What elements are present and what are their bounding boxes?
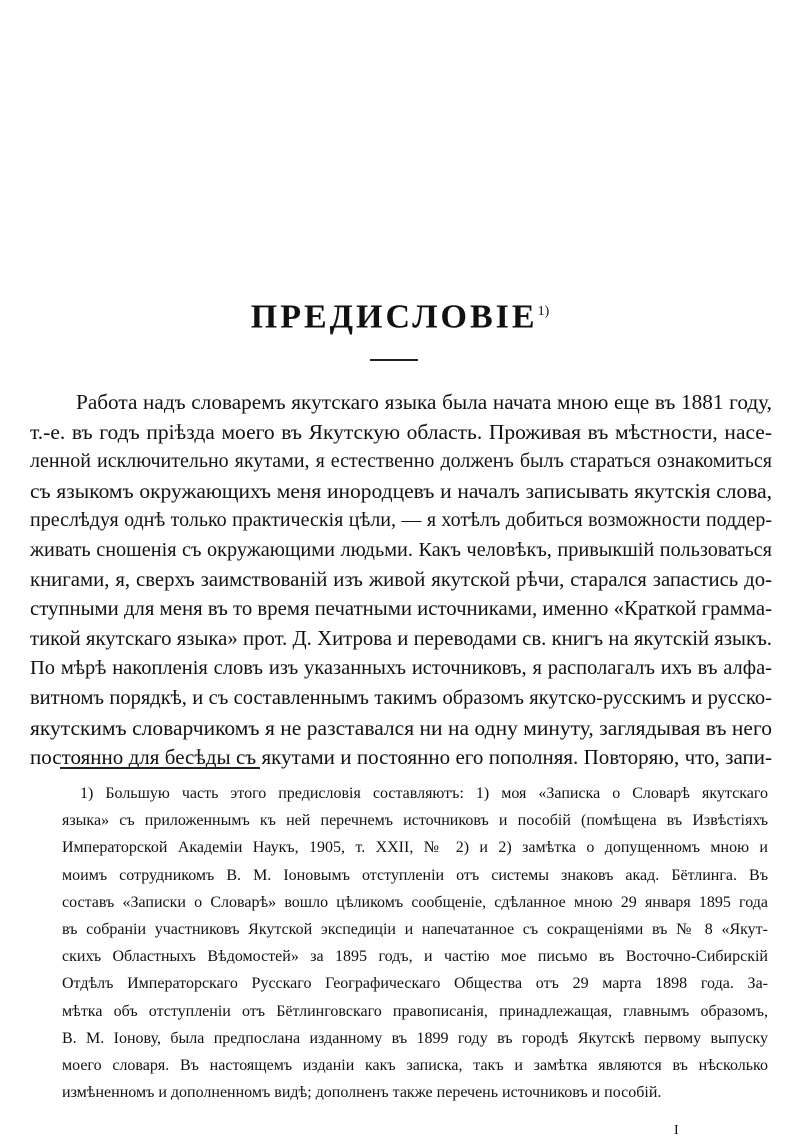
footnote-line: составъ «Записки о Словарѣ» вошло цѣликомъ сообщеніе, сдѣланное мною 29 января 1895 года [62,893,768,911]
body-line: съ языкомъ окружающихъ меня инородцевъ и началъ записывать якутскія слова, [30,478,772,503]
footnote-line: скихъ Областныхъ Вѣдомостей» за 1895 годъ, и частію мое письмо въ Восточно-Сибирскій [62,948,768,966]
footnote-line: 1) Большую часть этого предисловія составляютъ: 1) моя «Записка о Словарѣ якутскаго [80,785,768,802]
footnote-line: В. М. Іонову, была предпослана изданному въ 1899 году въ городѣ Якутскѣ первому выпуску [62,1029,768,1047]
footnote-line: моимъ сотрудникомъ В. М. Іоновымъ отступленіи отъ системы знаковъ акад. Бётлинга. Въ [62,866,768,884]
footnote [62,780,768,1106]
footnote-line: моего словаря. Въ настоящемъ изданіи какъ записка, такъ и замѣтка являются въ нѣсколько [62,1057,768,1075]
footnote-line: измѣненномъ и дополненномъ видѣ; дополненъ также перечень источниковъ и пособій. [62,1084,662,1102]
body-line: якутскимъ словарчикомъ я не разставался ни на одну минуту, заглядывая въ него [30,715,772,740]
body-line: живать сношенія съ окружающими людьми. Какъ человѣкъ, привыкшій пользоваться [30,538,772,561]
body-line: ступными для меня въ то время печатными источниками, именно «Краткой грамма- [30,598,772,621]
footnote-line: Императорской Академіи Наукъ, 1905, т. XXII, № 2) и 2) замѣтка о допущенномъ мною и [62,839,768,857]
body-line: витномъ порядкѣ, и съ составленнымъ такимъ образомъ якутско-русскимъ и русско- [30,686,772,709]
footnote-line: мѣтка объ отступленіи отъ Бётлинговскаго правописанія, принадлежащая, главнымъ образомъ, [62,1002,768,1020]
footnote-line: въ собраніи участниковъ Якутской экспедиціи и напечатанное съ сокращеніями въ № 8 «Якут- [62,921,768,939]
title-footnote-ref: 1) [537,304,550,319]
title-divider [370,359,418,361]
body-text [30,388,772,773]
footnote-line: языка» съ приложеннымъ къ ней перечнемъ источниковъ и пособій (помѣщена въ Извѣстіяхъ [62,812,768,830]
body-line: книгами, я, сверхъ заимствованій изъ живой якутской рѣчи, старался запастись до- [30,568,772,591]
body-line: тикой якутскаго языка» прот. Д. Хитрова и переводами св. книгъ на якутскій языкъ. [30,627,772,650]
footnote-divider [60,767,260,769]
body-line: По мѣрѣ накопленія словъ изъ указанныхъ источниковъ, я располагалъ ихъ въ алфа- [30,657,772,680]
body-line: постоянно для бесѣды съ якутами и постоянно его пополняя. Повторяю, что, запи- [30,745,772,770]
footnote-line: Отдѣлъ Императорскаго Русскаго Географическаго Общества отъ 29 марта 1898 года. За- [62,975,768,993]
title-text: ПРЕДИСЛОВІЕ [250,298,538,336]
body-line: т.-е. въ годъ пріѣзда моего въ Якутскую область. Проживая въ мѣстности, насе- [30,419,772,444]
body-line: преслѣдуя однѣ только практическія цѣли, — я хотѣлъ добиться возможности поддер- [30,509,772,532]
signature-mark: I [674,1123,679,1138]
page-title [0,292,800,337]
body-line: ленной исключительно якутами, я естественно долженъ былъ стараться ознакомиться [30,450,772,473]
body-line: Работа надъ словаремъ якутскаго языка была начата мною еще въ 1881 году, [76,390,772,414]
